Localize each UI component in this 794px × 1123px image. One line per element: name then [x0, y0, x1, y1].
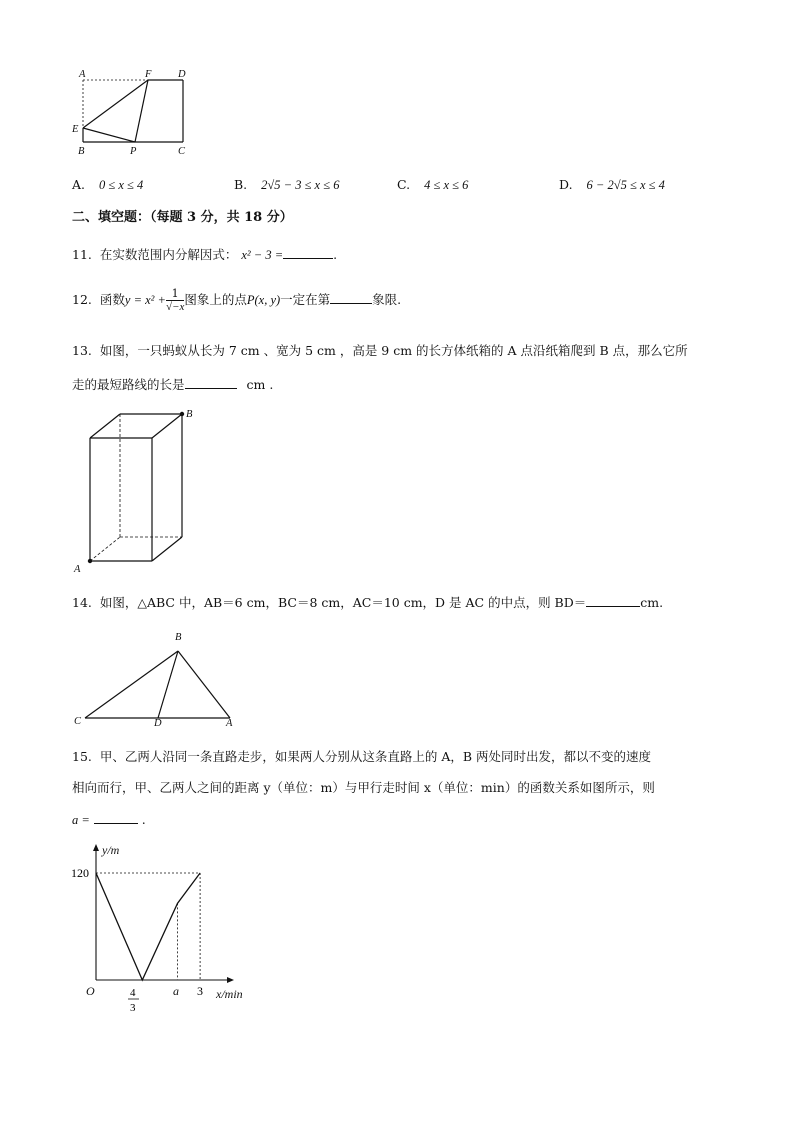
label-B: B	[186, 409, 193, 420]
q12-mid: 图象上的点	[184, 292, 247, 307]
q12-fraction	[166, 288, 184, 313]
q13-number: 13.	[72, 343, 92, 358]
q12-number: 12.	[72, 292, 92, 307]
question-15-line2	[72, 779, 655, 797]
option-d-text: 6 − 2√5 ≤ x ≤ 4	[586, 178, 665, 192]
q12-end: 象限.	[372, 292, 402, 307]
chart-series	[96, 873, 200, 980]
label-C: C	[178, 146, 186, 157]
point-B-dot	[180, 412, 184, 416]
q15-a-equals: a =	[72, 813, 90, 827]
q15-text-line2: 相向而行，甲、乙两人之间的距离 y（单位：m）与甲行走时间 x（单位：min）的函数关系如图所示，则	[72, 780, 655, 795]
question-13-line2	[72, 374, 273, 394]
q15-chart	[62, 836, 272, 1016]
question-12	[72, 286, 401, 314]
question-11	[72, 244, 337, 264]
question-14	[72, 592, 663, 612]
x-tick-a: a	[173, 984, 179, 998]
option-b-text: 2√5 − 3 ≤ x ≤ 6	[261, 178, 340, 192]
q14-number: 14.	[72, 595, 92, 610]
option-d[interactable]	[559, 176, 665, 194]
question-15-line3	[72, 809, 146, 829]
q13-text-line1: 如图，一只蚂蚁从长为 7 cm 、宽为 5 cm ，高是 9 cm 的长方体纸箱的 A 点沿纸箱爬到 B 点，那么它所	[99, 343, 688, 358]
q12-answer-blank[interactable]	[330, 289, 372, 304]
q12-point: P(x, y)	[246, 293, 281, 307]
option-c-text: 4 ≤ x ≤ 6	[424, 178, 469, 192]
label-A: A	[74, 564, 81, 575]
edge-BA	[178, 651, 230, 718]
q13-text-line2: 走的最短路线的长是	[72, 377, 185, 392]
label-E: E	[72, 124, 79, 135]
q15-number: 15.	[72, 749, 92, 764]
section-title: 二、填空题：（每题 3 分，共 18 分）	[72, 210, 293, 225]
q13-answer-blank[interactable]	[185, 374, 237, 389]
option-b[interactable]	[234, 176, 339, 194]
y-tick-120: 120	[71, 866, 89, 880]
q12-frac-denominator: √−x	[165, 301, 185, 313]
q11-number: 11.	[72, 247, 92, 262]
option-b-key: B.	[234, 177, 248, 192]
q13-cuboid-figure	[68, 404, 208, 576]
label-B: B	[78, 146, 85, 157]
edge-FP	[135, 80, 148, 142]
hidden-bottom-left-edge	[90, 537, 120, 561]
y-axis-arrow	[93, 844, 99, 851]
option-a-text: 0 ≤ x ≤ 4	[99, 178, 144, 192]
option-a-key: A.	[72, 177, 86, 192]
q13-unit: cm .	[246, 377, 274, 392]
q12-post: 一定在第	[280, 292, 331, 307]
median-BD	[158, 651, 178, 718]
option-a[interactable]	[72, 176, 143, 194]
top-right-slant-edge	[152, 414, 182, 438]
x-axis-arrow	[227, 977, 234, 983]
label-D: D	[154, 718, 162, 729]
label-C: C	[74, 716, 82, 727]
x-axis-label: x/min	[216, 987, 243, 1001]
q11-end: .	[333, 247, 338, 262]
q11-answer-blank[interactable]	[283, 244, 333, 259]
x-tick-frac-numerator: 4	[130, 987, 136, 999]
q11-expression: x² − 3 =	[241, 248, 284, 262]
label-P: P	[130, 146, 137, 157]
q15-answer-blank[interactable]	[94, 809, 138, 824]
q14-unit: cm.	[640, 595, 664, 610]
question-13-line1	[72, 342, 688, 360]
q12-pre: 函数	[99, 292, 125, 307]
edge-CB	[85, 651, 178, 718]
question-15-line1	[72, 748, 651, 766]
label-A: A	[226, 718, 233, 729]
q14-text: 如图，△ABC 中，AB＝6 cm，BC＝8 cm，AC＝10 cm，D 是 AC 的中点，则 BD＝	[99, 595, 587, 610]
q10-figure	[66, 64, 196, 160]
bottom-right-slant-edge	[152, 537, 182, 561]
label-F: F	[145, 69, 152, 80]
q15-end: .	[141, 812, 146, 827]
label-B: B	[175, 632, 182, 643]
q15-text-line1: 甲、乙两人沿同一条直路走步，如果两人分别从这条直路上的 A，B 两处同时出发，都以不变的速度	[99, 749, 652, 764]
y-axis-label: y/m	[102, 843, 120, 857]
q14-triangle-figure	[70, 626, 250, 730]
option-d-key: D.	[559, 177, 573, 192]
option-c[interactable]	[397, 176, 468, 194]
q12-expression: y = x² +	[124, 293, 166, 307]
origin-label: O	[86, 984, 95, 998]
distance-line	[96, 873, 200, 980]
point-A-dot	[88, 559, 92, 563]
option-c-key: C.	[397, 177, 411, 192]
label-A: A	[79, 69, 86, 80]
x-tick-3: 3	[197, 984, 203, 998]
q14-answer-blank[interactable]	[586, 592, 640, 607]
edge-EP	[83, 128, 135, 142]
q11-text: 在实数范围内分解因式：	[99, 247, 238, 262]
label-D: D	[178, 69, 186, 80]
q12-frac-numerator: 1	[166, 288, 184, 301]
x-tick-frac-denominator: 3	[130, 1002, 136, 1014]
top-left-slant-edge	[90, 414, 120, 438]
chart-guides	[96, 873, 200, 980]
edge-EF	[83, 80, 148, 128]
